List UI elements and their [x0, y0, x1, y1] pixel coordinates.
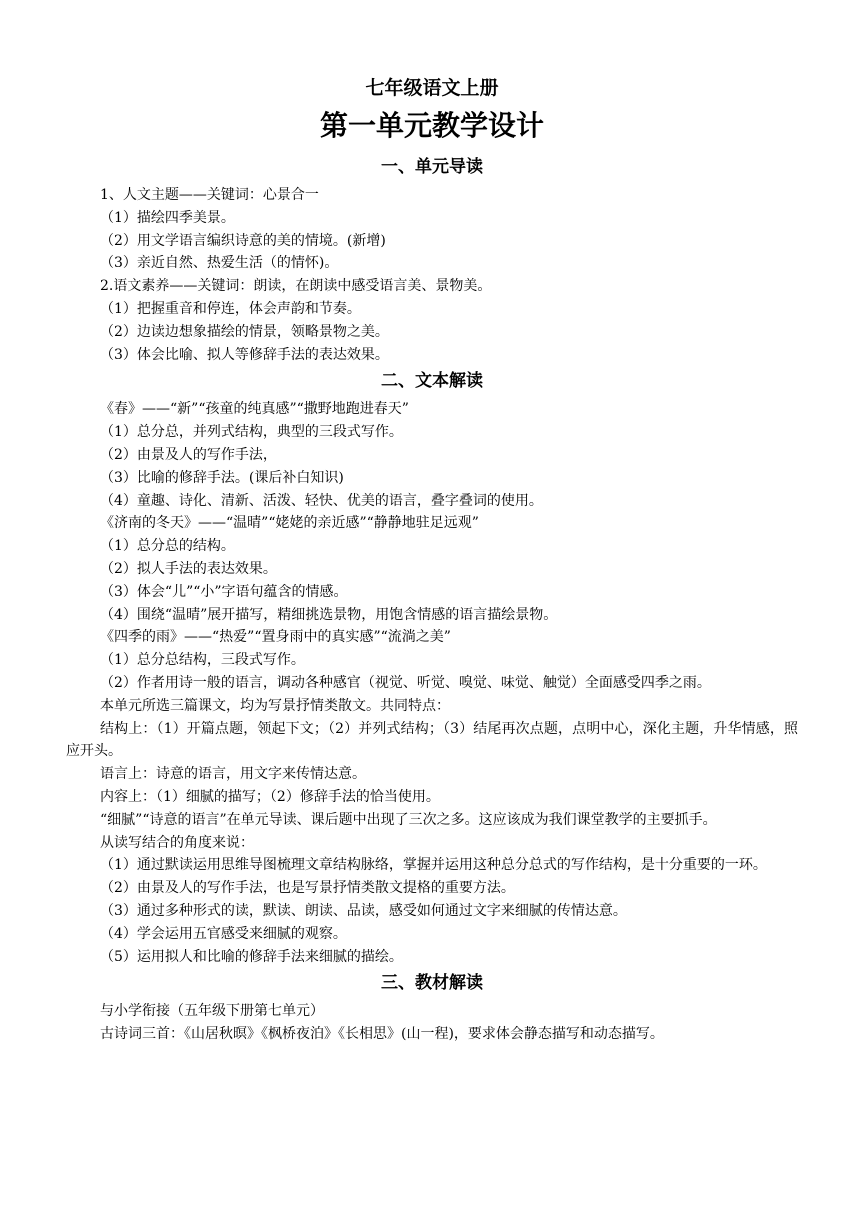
paragraph: （1）总分总，并列式结构，典型的三段式写作。	[100, 424, 403, 441]
section-heading-unit-guide: 一、单元导读	[381, 157, 483, 177]
paragraph: （3）体会比喻、拟人等修辞手法的表达效果。	[100, 346, 389, 363]
paragraph: （3）比喻的修辞手法。(课后补白知识)	[100, 469, 344, 486]
paragraph: 《四季的雨》——“热爱”“置身雨中的真实感”“流淌之美”	[100, 629, 451, 646]
paragraph: （2）拟人手法的表达效果。	[100, 560, 277, 577]
paragraph: （1）把握重音和停连，体会声韵和节奏。	[100, 300, 361, 317]
paragraph: （4）童趣、诗化、清新、活泼、轻快、优美的语言，叠字叠词的使用。	[100, 492, 543, 509]
paragraph: （5）运用拟人和比喻的修辞手法来细腻的描绘。	[100, 948, 403, 965]
paragraph: 语言上：诗意的语言，用文字来传情达意。	[100, 766, 366, 783]
paragraph: 与小学衔接（五年级下册第七单元）	[100, 1003, 324, 1020]
paragraph: （4）学会运用五官感受来细腻的观察。	[100, 925, 347, 942]
paragraph: 内容上：（1）细腻的描写；（2）修辞手法的恰当使用。	[100, 788, 440, 805]
paragraph: （1）通过默读运用思维导图梳理文章结构脉络，掌握并运用这种总分总式的写作结构，是十分重要的一环。	[100, 857, 767, 874]
paragraph: （2）作者用诗一般的语言，调动各种感官（视觉、听觉、嗅觉、味觉、触觉）全面感受四季之雨。	[100, 674, 711, 691]
section-heading-textbook-reading: 三、教材解读	[381, 973, 483, 994]
paragraph: 《济南的冬天》——“温晴”“姥姥的亲近感”“静静地驻足远观”	[100, 515, 479, 532]
paragraph: （1）总分总结构，三段式写作。	[100, 652, 305, 669]
paragraph: 1、人文主题——关键词：心景合一	[100, 187, 319, 203]
paragraph: （3）亲近自然、热爱生活（的情怀)。	[100, 255, 339, 272]
paragraph: 古诗词三首：《山居秋暝》《枫桥夜泊》《长相思》(山一程)，要求体会静态描写和动态描写。	[100, 1026, 664, 1043]
paragraph: （1）描绘四季美景。	[100, 209, 235, 226]
paragraph: （3）通过多种形式的读，默读、朗读、品读，感受如何通过文字来细腻的传情达意。	[100, 902, 627, 919]
paragraph: （1）总分总的结构。	[100, 538, 235, 555]
paragraph: （2）用文学语言编织诗意的美的情境。(新增)	[100, 232, 386, 249]
paragraph: 本单元所选三篇课文，均为写景抒情类散文。共同特点：	[100, 697, 450, 714]
paragraph: （2）由景及人的写作手法，也是写景抒情类散文提格的重要方法。	[100, 880, 515, 897]
paragraph: 结构上：（1）开篇点题，领起下文；（2）并列式结构；（3）结尾再次点题，点明中心，深化主题，升华情感，照应开头。	[66, 720, 798, 760]
document-page	[66, 74, 798, 1046]
paragraph: 《春》——“新”“孩童的纯真感”“撒野地跑进春天”	[100, 401, 409, 418]
paragraph: 从读写结合的角度来说：	[100, 834, 254, 851]
paragraph: “细腻”“诗意的语言”在单元导读、课后题中出现了三次之多。这应该成为我们课堂教学的主要抓手。	[100, 811, 717, 828]
paragraph: （4）围绕“温晴”展开描写，精细挑选景物，用饱含情感的语言描绘景物。	[100, 606, 558, 623]
paragraph: （2）由景及人的写作手法，	[100, 446, 277, 463]
section-heading-text-reading: 二、文本解读	[381, 371, 483, 392]
paragraph: （3）体会“儿”“小”字语句蕴含的情感。	[100, 583, 348, 600]
document-subtitle: 七年级语文上册	[365, 77, 499, 99]
paragraph: 2.语文素养——关键词：朗读，在朗读中感受语言美、景物美。	[100, 278, 492, 295]
document-title: 第一单元教学设计	[319, 109, 544, 142]
paragraph: （2）边读边想象描绘的情景，领略景物之美。	[100, 323, 389, 340]
